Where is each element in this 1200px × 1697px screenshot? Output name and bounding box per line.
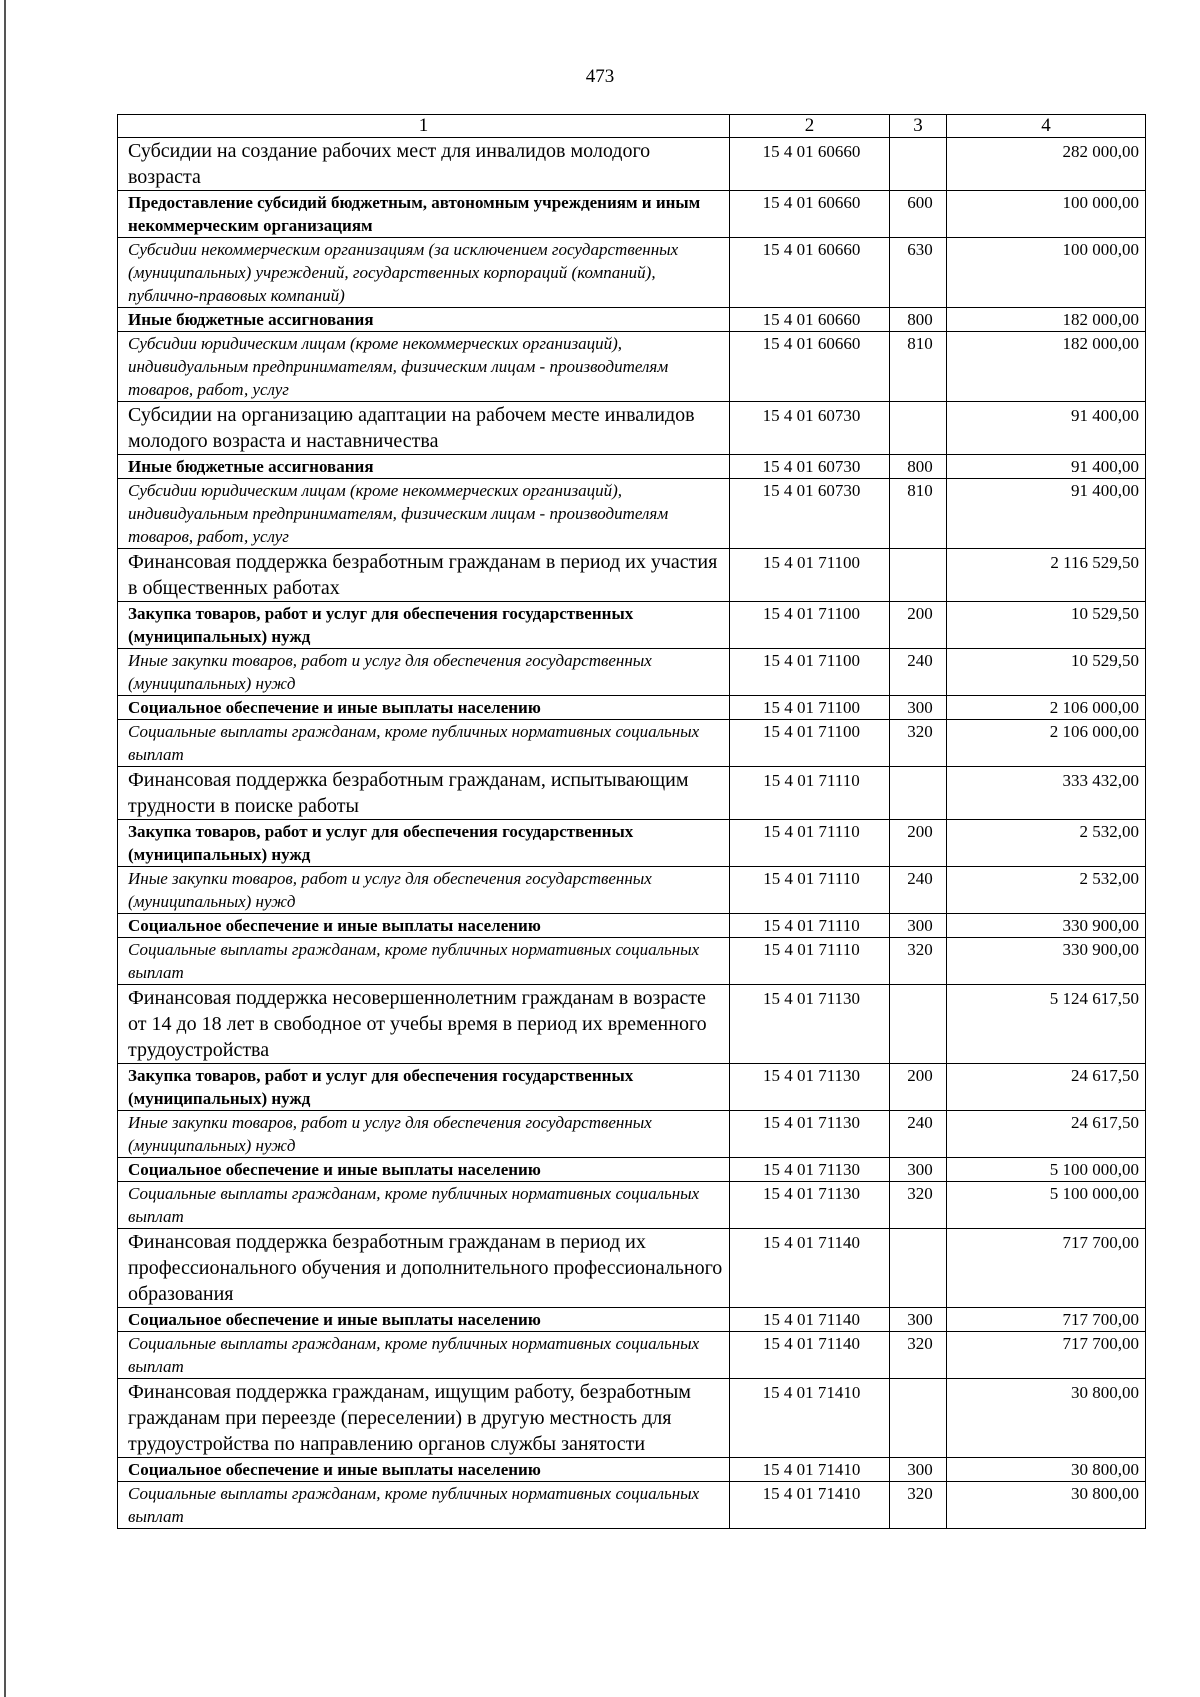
table-row (118, 402, 1146, 455)
row-name-cell: Иные бюджетные ассигнования (118, 308, 730, 332)
row-code-cell: 15 4 01 60660 (730, 191, 890, 238)
table-row (118, 238, 1146, 308)
row-name-cell: Социальное обеспечение и иные выплаты населению (118, 1308, 730, 1332)
row-code-cell: 15 4 01 71100 (730, 696, 890, 720)
header-col-3: 3 (890, 115, 947, 138)
row-name-cell: Социальные выплаты гражданам, кроме публичных нормативных социальных выплат (118, 1182, 730, 1229)
row-code-cell: 15 4 01 71130 (730, 1064, 890, 1111)
row-name-cell: Социальные выплаты гражданам, кроме публичных нормативных социальных выплат (118, 1332, 730, 1379)
table-row (118, 1308, 1146, 1332)
row-expense-type-cell (890, 1229, 947, 1308)
row-expense-type-cell: 300 (890, 1458, 947, 1482)
table-row (118, 767, 1146, 820)
header-col-4: 4 (947, 115, 1146, 138)
row-code-cell: 15 4 01 60660 (730, 308, 890, 332)
table-row (118, 1182, 1146, 1229)
row-name-cell: Социальные выплаты гражданам, кроме публичных нормативных социальных выплат (118, 1482, 730, 1529)
row-expense-type-cell: 200 (890, 1064, 947, 1111)
table-row (118, 1158, 1146, 1182)
row-code-cell: 15 4 01 71100 (730, 649, 890, 696)
table-row (118, 867, 1146, 914)
row-expense-type-cell: 630 (890, 238, 947, 308)
row-expense-type-cell: 300 (890, 914, 947, 938)
row-code-cell: 15 4 01 60660 (730, 238, 890, 308)
row-code-cell: 15 4 01 71110 (730, 914, 890, 938)
row-amount-cell: 30 800,00 (947, 1458, 1146, 1482)
table-row (118, 1229, 1146, 1308)
row-expense-type-cell: 300 (890, 1158, 947, 1182)
row-name-cell: Социальное обеспечение и иные выплаты населению (118, 914, 730, 938)
row-expense-type-cell (890, 767, 947, 820)
row-name-cell: Закупка товаров, работ и услуг для обеспечения государственных (муниципальных) нужд (118, 820, 730, 867)
table-row (118, 1458, 1146, 1482)
row-name-cell: Закупка товаров, работ и услуг для обеспечения государственных (муниципальных) нужд (118, 1064, 730, 1111)
row-name-cell: Социальные выплаты гражданам, кроме публичных нормативных социальных выплат (118, 720, 730, 767)
row-amount-cell: 2 116 529,50 (947, 549, 1146, 602)
row-name-cell: Субсидии юридическим лицам (кроме некоммерческих организаций), индивидуальным предпринимателям, физическим лицам - производителям товаров, работ, услуг (118, 479, 730, 549)
row-amount-cell: 717 700,00 (947, 1229, 1146, 1308)
row-amount-cell: 330 900,00 (947, 938, 1146, 985)
row-amount-cell: 717 700,00 (947, 1308, 1146, 1332)
row-code-cell: 15 4 01 71110 (730, 867, 890, 914)
row-expense-type-cell: 320 (890, 1482, 947, 1529)
row-name-cell: Финансовая поддержка безработным гражданам, испытывающим трудности в поиске работы (118, 767, 730, 820)
row-expense-type-cell: 320 (890, 720, 947, 767)
row-expense-type-cell: 240 (890, 1111, 947, 1158)
row-amount-cell: 10 529,50 (947, 649, 1146, 696)
row-expense-type-cell: 300 (890, 696, 947, 720)
header-col-1: 1 (118, 115, 730, 138)
row-expense-type-cell: 320 (890, 938, 947, 985)
row-code-cell: 15 4 01 71140 (730, 1332, 890, 1379)
row-code-cell: 15 4 01 71130 (730, 1111, 890, 1158)
row-expense-type-cell: 200 (890, 602, 947, 649)
row-amount-cell: 100 000,00 (947, 191, 1146, 238)
table-body (118, 138, 1146, 1529)
table-row (118, 138, 1146, 191)
row-amount-cell: 30 800,00 (947, 1379, 1146, 1458)
row-code-cell: 15 4 01 71130 (730, 1158, 890, 1182)
row-code-cell: 15 4 01 71140 (730, 1229, 890, 1308)
row-name-cell: Социальное обеспечение и иные выплаты населению (118, 696, 730, 720)
row-code-cell: 15 4 01 71110 (730, 820, 890, 867)
row-amount-cell: 24 617,50 (947, 1111, 1146, 1158)
row-name-cell: Иные закупки товаров, работ и услуг для обеспечения государственных (муниципальных) нужд (118, 867, 730, 914)
page-number: 473 (585, 66, 615, 87)
row-name-cell: Субсидии на создание рабочих мест для инвалидов молодого возраста (118, 138, 730, 191)
row-amount-cell: 2 106 000,00 (947, 720, 1146, 767)
row-code-cell: 15 4 01 71110 (730, 938, 890, 985)
table-row (118, 191, 1146, 238)
row-expense-type-cell: 240 (890, 649, 947, 696)
row-code-cell: 15 4 01 71130 (730, 985, 890, 1064)
table-row (118, 1111, 1146, 1158)
table-row (118, 455, 1146, 479)
row-name-cell: Иные бюджетные ассигнования (118, 455, 730, 479)
row-name-cell: Иные закупки товаров, работ и услуг для обеспечения государственных (муниципальных) нужд (118, 1111, 730, 1158)
row-code-cell: 15 4 01 60730 (730, 479, 890, 549)
row-expense-type-cell: 600 (890, 191, 947, 238)
table-row (118, 602, 1146, 649)
row-amount-cell: 10 529,50 (947, 602, 1146, 649)
row-expense-type-cell (890, 1379, 947, 1458)
row-amount-cell: 91 400,00 (947, 402, 1146, 455)
row-amount-cell: 2 532,00 (947, 820, 1146, 867)
row-amount-cell: 24 617,50 (947, 1064, 1146, 1111)
row-amount-cell: 91 400,00 (947, 479, 1146, 549)
row-expense-type-cell (890, 985, 947, 1064)
table-row (118, 332, 1146, 402)
row-amount-cell: 91 400,00 (947, 455, 1146, 479)
table-row (118, 985, 1146, 1064)
row-amount-cell: 282 000,00 (947, 138, 1146, 191)
row-expense-type-cell: 800 (890, 455, 947, 479)
table-row (118, 308, 1146, 332)
row-name-cell: Социальное обеспечение и иные выплаты населению (118, 1158, 730, 1182)
table-row (118, 549, 1146, 602)
row-name-cell: Субсидии юридическим лицам (кроме некоммерческих организаций), индивидуальным предпринимателям, физическим лицам - производителям товаров, работ, услуг (118, 332, 730, 402)
row-name-cell: Финансовая поддержка несовершеннолетним гражданам в возрасте от 14 до 18 лет в свободное от учебы время в период их временного трудоустройства (118, 985, 730, 1064)
row-expense-type-cell: 320 (890, 1182, 947, 1229)
row-expense-type-cell: 810 (890, 479, 947, 549)
row-amount-cell: 330 900,00 (947, 914, 1146, 938)
table-row (118, 1482, 1146, 1529)
table-row (118, 696, 1146, 720)
row-expense-type-cell (890, 549, 947, 602)
row-expense-type-cell (890, 402, 947, 455)
header-row (118, 115, 1146, 138)
row-code-cell: 15 4 01 60730 (730, 402, 890, 455)
row-name-cell: Социальные выплаты гражданам, кроме публичных нормативных социальных выплат (118, 938, 730, 985)
row-name-cell: Финансовая поддержка гражданам, ищущим работу, безработным гражданам при переезде (переселении) в другую местность для трудоустройства по направлению органов службы занятости (118, 1379, 730, 1458)
row-code-cell: 15 4 01 60730 (730, 455, 890, 479)
table-row (118, 914, 1146, 938)
row-name-cell: Субсидии на организацию адаптации на рабочем месте инвалидов молодого возраста и наставничества (118, 402, 730, 455)
table-row (118, 938, 1146, 985)
table-row (118, 820, 1146, 867)
table-row (118, 1332, 1146, 1379)
row-name-cell: Социальное обеспечение и иные выплаты населению (118, 1458, 730, 1482)
row-expense-type-cell (890, 138, 947, 191)
table-row (118, 1064, 1146, 1111)
row-amount-cell: 100 000,00 (947, 238, 1146, 308)
row-name-cell: Финансовая поддержка безработным гражданам в период их профессионального обучения и дополнительного профессионального образования (118, 1229, 730, 1308)
row-name-cell: Финансовая поддержка безработным гражданам в период их участия в общественных работах (118, 549, 730, 602)
row-amount-cell: 5 100 000,00 (947, 1182, 1146, 1229)
row-amount-cell: 5 124 617,50 (947, 985, 1146, 1064)
row-expense-type-cell: 240 (890, 867, 947, 914)
table-row (118, 479, 1146, 549)
row-amount-cell: 182 000,00 (947, 308, 1146, 332)
row-amount-cell: 30 800,00 (947, 1482, 1146, 1529)
row-name-cell: Иные закупки товаров, работ и услуг для обеспечения государственных (муниципальных) нужд (118, 649, 730, 696)
table-row (118, 720, 1146, 767)
header-col-2: 2 (730, 115, 890, 138)
row-expense-type-cell: 810 (890, 332, 947, 402)
row-code-cell: 15 4 01 71410 (730, 1482, 890, 1529)
table-row (118, 1379, 1146, 1458)
row-code-cell: 15 4 01 71140 (730, 1308, 890, 1332)
row-code-cell: 15 4 01 71110 (730, 767, 890, 820)
row-amount-cell: 5 100 000,00 (947, 1158, 1146, 1182)
row-amount-cell: 717 700,00 (947, 1332, 1146, 1379)
table-row (118, 649, 1146, 696)
row-expense-type-cell: 300 (890, 1308, 947, 1332)
row-code-cell: 15 4 01 60660 (730, 332, 890, 402)
row-code-cell: 15 4 01 71130 (730, 1182, 890, 1229)
row-amount-cell: 182 000,00 (947, 332, 1146, 402)
row-code-cell: 15 4 01 71100 (730, 602, 890, 649)
budget-table (117, 114, 1146, 1529)
row-expense-type-cell: 800 (890, 308, 947, 332)
row-code-cell: 15 4 01 71410 (730, 1379, 890, 1458)
row-code-cell: 15 4 01 71410 (730, 1458, 890, 1482)
table-header (118, 115, 1146, 138)
row-amount-cell: 2 532,00 (947, 867, 1146, 914)
scan-edge-line (4, 0, 6, 1697)
row-amount-cell: 2 106 000,00 (947, 696, 1146, 720)
row-name-cell: Субсидии некоммерческим организациям (за исключением государственных (муниципальных) учреждений, государственных корпораций (компаний), публично-правовых компаний) (118, 238, 730, 308)
row-code-cell: 15 4 01 60660 (730, 138, 890, 191)
row-code-cell: 15 4 01 71100 (730, 720, 890, 767)
row-expense-type-cell: 200 (890, 820, 947, 867)
row-expense-type-cell: 320 (890, 1332, 947, 1379)
row-code-cell: 15 4 01 71100 (730, 549, 890, 602)
row-amount-cell: 333 432,00 (947, 767, 1146, 820)
row-name-cell: Закупка товаров, работ и услуг для обеспечения государственных (муниципальных) нужд (118, 602, 730, 649)
row-name-cell: Предоставление субсидий бюджетным, автономным учреждениям и иным некоммерческим организациям (118, 191, 730, 238)
